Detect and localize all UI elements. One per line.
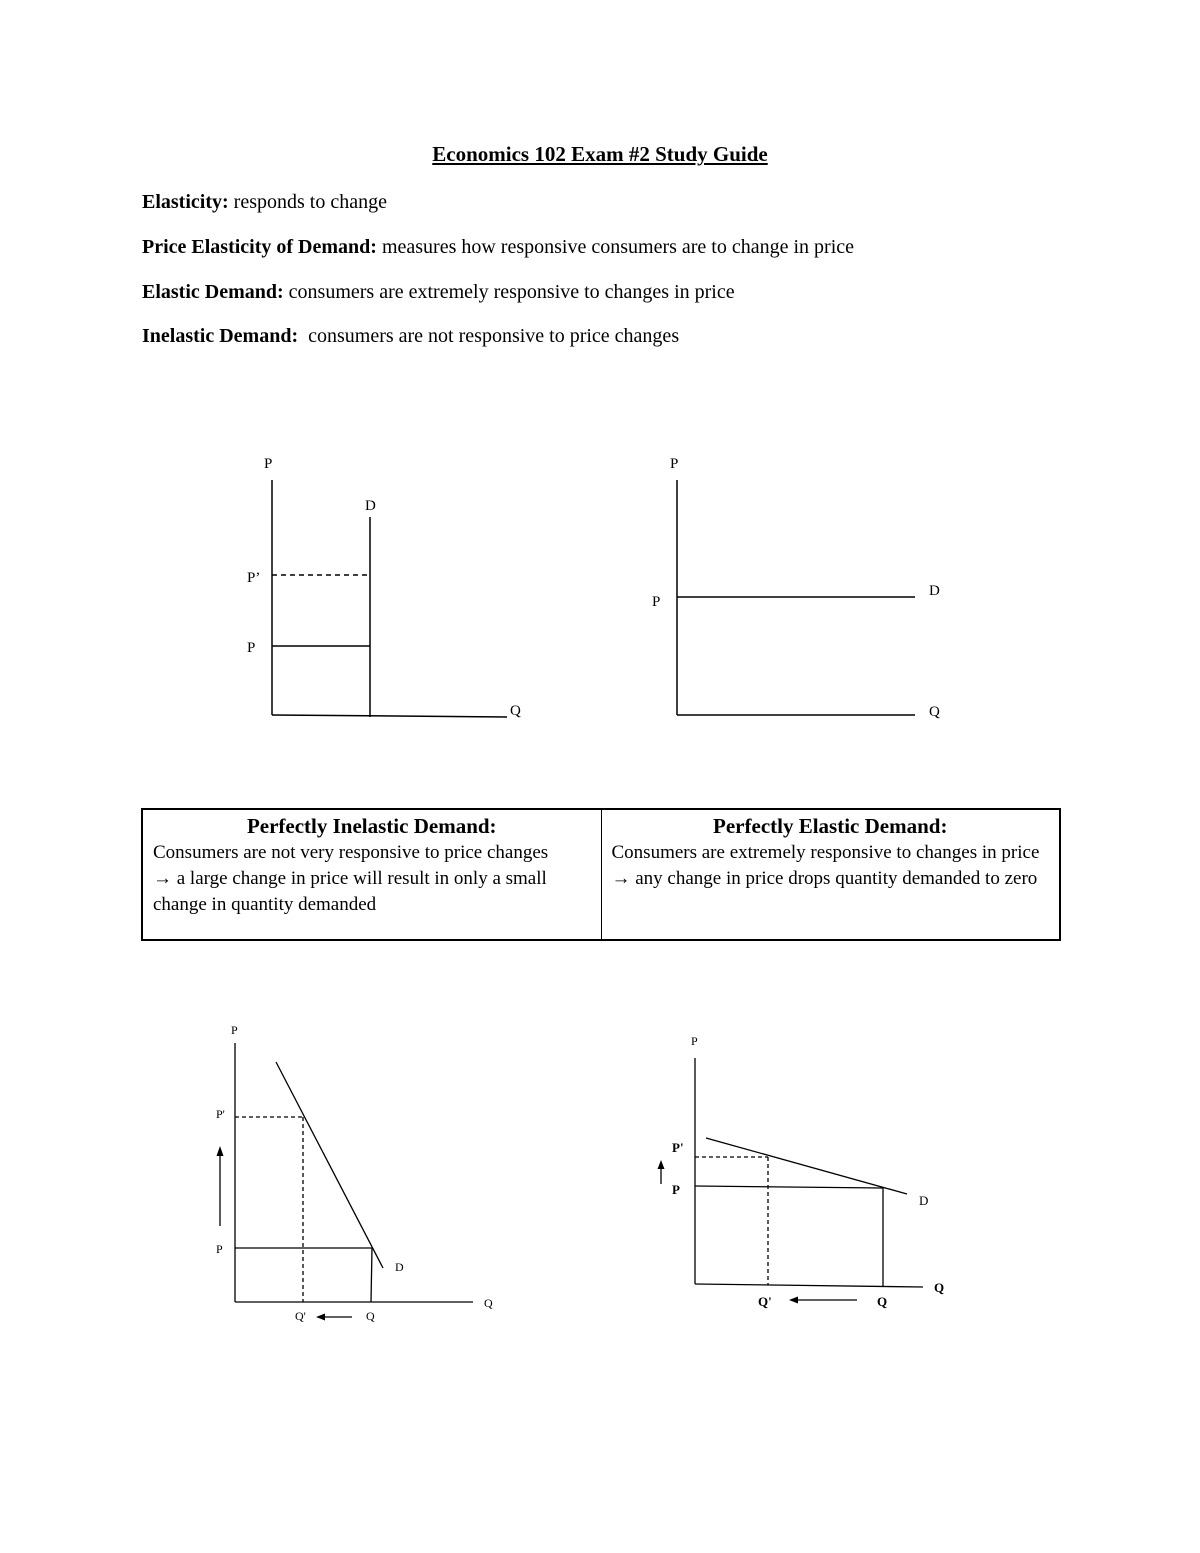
- q-label: Q: [366, 1309, 375, 1323]
- perfectly-elastic-graph: [677, 480, 915, 715]
- term: Price Elasticity of Demand:: [142, 236, 377, 258]
- definition-text: measures how responsive consumers are to change in price: [376, 236, 855, 258]
- quantity-axis: [272, 715, 507, 717]
- p-label: P: [672, 1182, 680, 1197]
- term: Elasticity:: [142, 191, 229, 213]
- p-prime-label: P’: [247, 570, 261, 586]
- cell-heading: Perfectly Elastic Demand:: [713, 814, 948, 838]
- cell-text: → any change in price drops quantity demanded to zero: [611, 868, 1038, 889]
- q-axis-label: Q: [929, 704, 940, 720]
- p-label: P: [652, 594, 661, 610]
- q-label: Q: [877, 1294, 888, 1309]
- table-row: [142, 809, 1060, 940]
- d-label: D: [919, 1193, 929, 1208]
- p-axis-label: P: [691, 1034, 698, 1048]
- q-axis-label: Q: [510, 703, 521, 719]
- cell-text: Consumers are not very responsive to price changes: [153, 842, 549, 863]
- cell-text: → a large change in price will result in only a small change in quantity demanded: [153, 868, 547, 915]
- term: Elastic Demand:: [142, 281, 284, 303]
- p-axis-label: P: [264, 456, 273, 472]
- arrow-up-icon: [217, 1146, 224, 1156]
- perfectly-elastic-cell: [601, 809, 1060, 940]
- p-prime-label: P': [216, 1107, 225, 1121]
- d-label: D: [395, 1260, 404, 1274]
- cell-heading: Perfectly Inelastic Demand:: [246, 814, 497, 838]
- p-label: P: [247, 640, 256, 656]
- arrow-left-icon: [789, 1297, 798, 1304]
- q-prime-label: Q': [295, 1309, 306, 1323]
- q-axis-label: Q: [484, 1296, 493, 1310]
- p-prime-label: P': [672, 1140, 684, 1155]
- comparison-table: [141, 808, 1061, 941]
- demand-curve: [276, 1062, 383, 1268]
- definition-text: consumers are extremely responsive to changes in price: [283, 281, 735, 303]
- definition-text: responds to change: [228, 191, 387, 213]
- q-line: [371, 1248, 372, 1302]
- arrow-up-icon: [658, 1160, 665, 1169]
- q-prime-label: Q': [758, 1294, 772, 1309]
- quantity-axis: [695, 1284, 923, 1287]
- elastic-graph: [661, 1058, 923, 1300]
- price-line: [695, 1186, 883, 1188]
- arrow-left-icon: [316, 1314, 325, 1321]
- cell-text: Consumers are extremely responsive to changes in price: [611, 842, 1040, 863]
- definition-text: consumers are not responsive to price changes: [298, 325, 680, 347]
- perfectly-inelastic-cell: [142, 809, 601, 940]
- demand-curve: [706, 1138, 907, 1194]
- d-label: D: [365, 498, 376, 514]
- p-axis-label: P: [231, 1023, 238, 1037]
- d-label: D: [929, 583, 940, 599]
- term: Inelastic Demand:: [142, 325, 299, 347]
- document-title: Economics 102 Exam #2 Study Guide: [432, 142, 768, 166]
- q-axis-label: Q: [934, 1280, 945, 1295]
- p-axis-label: P: [670, 456, 679, 472]
- inelastic-graph: [220, 1043, 473, 1317]
- p-label: P: [216, 1242, 223, 1256]
